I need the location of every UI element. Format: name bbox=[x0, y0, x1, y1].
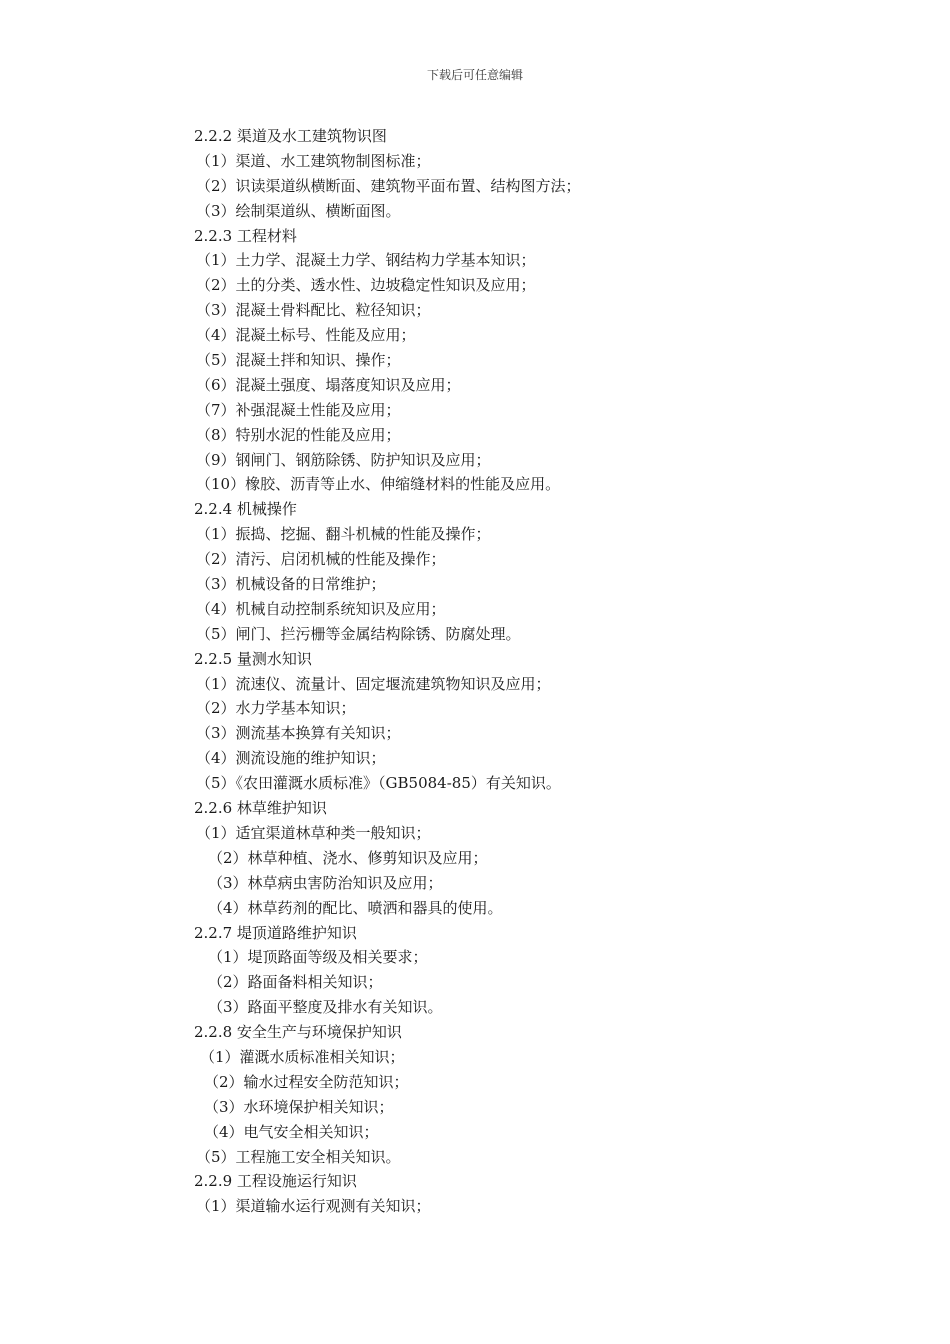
list-item: （6）混凝土强度、塌落度知识及应用； bbox=[196, 375, 461, 394]
list-item: （5）《农田灌溉水质标准》（GB5084-85）有关知识。 bbox=[196, 774, 561, 793]
list-item: （1）流速仪、流量计、固定堰流建筑物知识及应用； bbox=[196, 674, 551, 693]
list-item: （2）清污、启闭机械的性能及操作； bbox=[196, 550, 446, 569]
list-item: （2）识读渠道纵横断面、建筑物平面布置、结构图方法； bbox=[196, 176, 581, 195]
list-item: （3）混凝土骨料配比、粒径知识； bbox=[196, 301, 431, 320]
list-item: （8）特别水泥的性能及应用； bbox=[196, 425, 401, 444]
list-item: （2）输水过程安全防范知识； bbox=[204, 1072, 409, 1091]
section-heading: 2.2.8 安全生产与环境保护知识 bbox=[194, 1023, 402, 1042]
section-heading: 2.2.6 林草维护知识 bbox=[194, 799, 327, 818]
list-item: （4）测流设施的维护知识； bbox=[196, 749, 386, 768]
list-item: （2）路面备料相关知识； bbox=[208, 973, 383, 992]
list-item: （10）橡胶、沥青等止水、伸缩缝材料的性能及应用。 bbox=[196, 475, 561, 494]
page-header-note: 下载后可任意编辑 bbox=[426, 68, 523, 82]
section-heading: 2.2.2 渠道及水工建筑物识图 bbox=[194, 127, 387, 145]
list-item: （2）土的分类、透水性、边坡稳定性知识及应用； bbox=[196, 276, 536, 295]
list-item: （9）钢闸门、钢筋除锈、防护知识及应用； bbox=[196, 450, 491, 469]
list-item: （2）水力学基本知识； bbox=[196, 699, 356, 718]
list-item: （5）闸门、拦污栅等金属结构除锈、防腐处理。 bbox=[196, 624, 521, 643]
document-body bbox=[0, 124, 950, 1219]
section-heading: 2.2.5 量测水知识 bbox=[194, 649, 312, 668]
list-item: （1）灌溉水质标准相关知识； bbox=[200, 1047, 405, 1066]
list-item: （3）水环境保护相关知识； bbox=[204, 1097, 394, 1116]
section-heading: 2.2.9 工程设施运行知识 bbox=[194, 1172, 357, 1191]
list-item: （1）振捣、挖掘、翻斗机械的性能及操作； bbox=[196, 525, 491, 544]
list-item: （4）机械自动控制系统知识及应用； bbox=[196, 599, 446, 618]
list-item: （1）适宜渠道林草种类一般知识； bbox=[196, 823, 431, 842]
list-item: （1）渠道、水工建筑物制图标准； bbox=[196, 151, 431, 170]
list-item: （7）补强混凝土性能及应用； bbox=[196, 400, 401, 419]
list-item: （2）林草种植、浇水、修剪知识及应用； bbox=[208, 848, 488, 867]
list-item: （4）电气安全相关知识； bbox=[204, 1122, 379, 1141]
section-heading: 2.2.4 机械操作 bbox=[194, 500, 297, 519]
list-item: （1）土力学、混凝土力学、钢结构力学基本知识； bbox=[196, 251, 536, 270]
list-item: （3）机械设备的日常维护； bbox=[196, 575, 386, 594]
list-item: （4）混凝土标号、性能及应用； bbox=[196, 326, 416, 345]
section-heading: 2.2.3 工程材料 bbox=[194, 226, 297, 245]
section-heading: 2.2.7 堤顶道路维护知识 bbox=[194, 923, 357, 942]
list-item: （1）渠道输水运行观测有关知识； bbox=[196, 1197, 431, 1216]
list-item: （3）绘制渠道纵、横断面图。 bbox=[196, 201, 401, 220]
list-item: （4）林草药剂的配比、喷洒和器具的使用。 bbox=[208, 898, 503, 917]
list-item: （3）测流基本换算有关知识； bbox=[196, 724, 401, 743]
list-item: （5）工程施工安全相关知识。 bbox=[196, 1147, 401, 1166]
list-item: （5）混凝土拌和知识、操作； bbox=[196, 351, 401, 370]
list-item: （1）堤顶路面等级及相关要求； bbox=[208, 948, 428, 967]
list-item: （3）路面平整度及排水有关知识。 bbox=[208, 998, 443, 1017]
list-item: （3）林草病虫害防治知识及应用； bbox=[208, 873, 443, 892]
